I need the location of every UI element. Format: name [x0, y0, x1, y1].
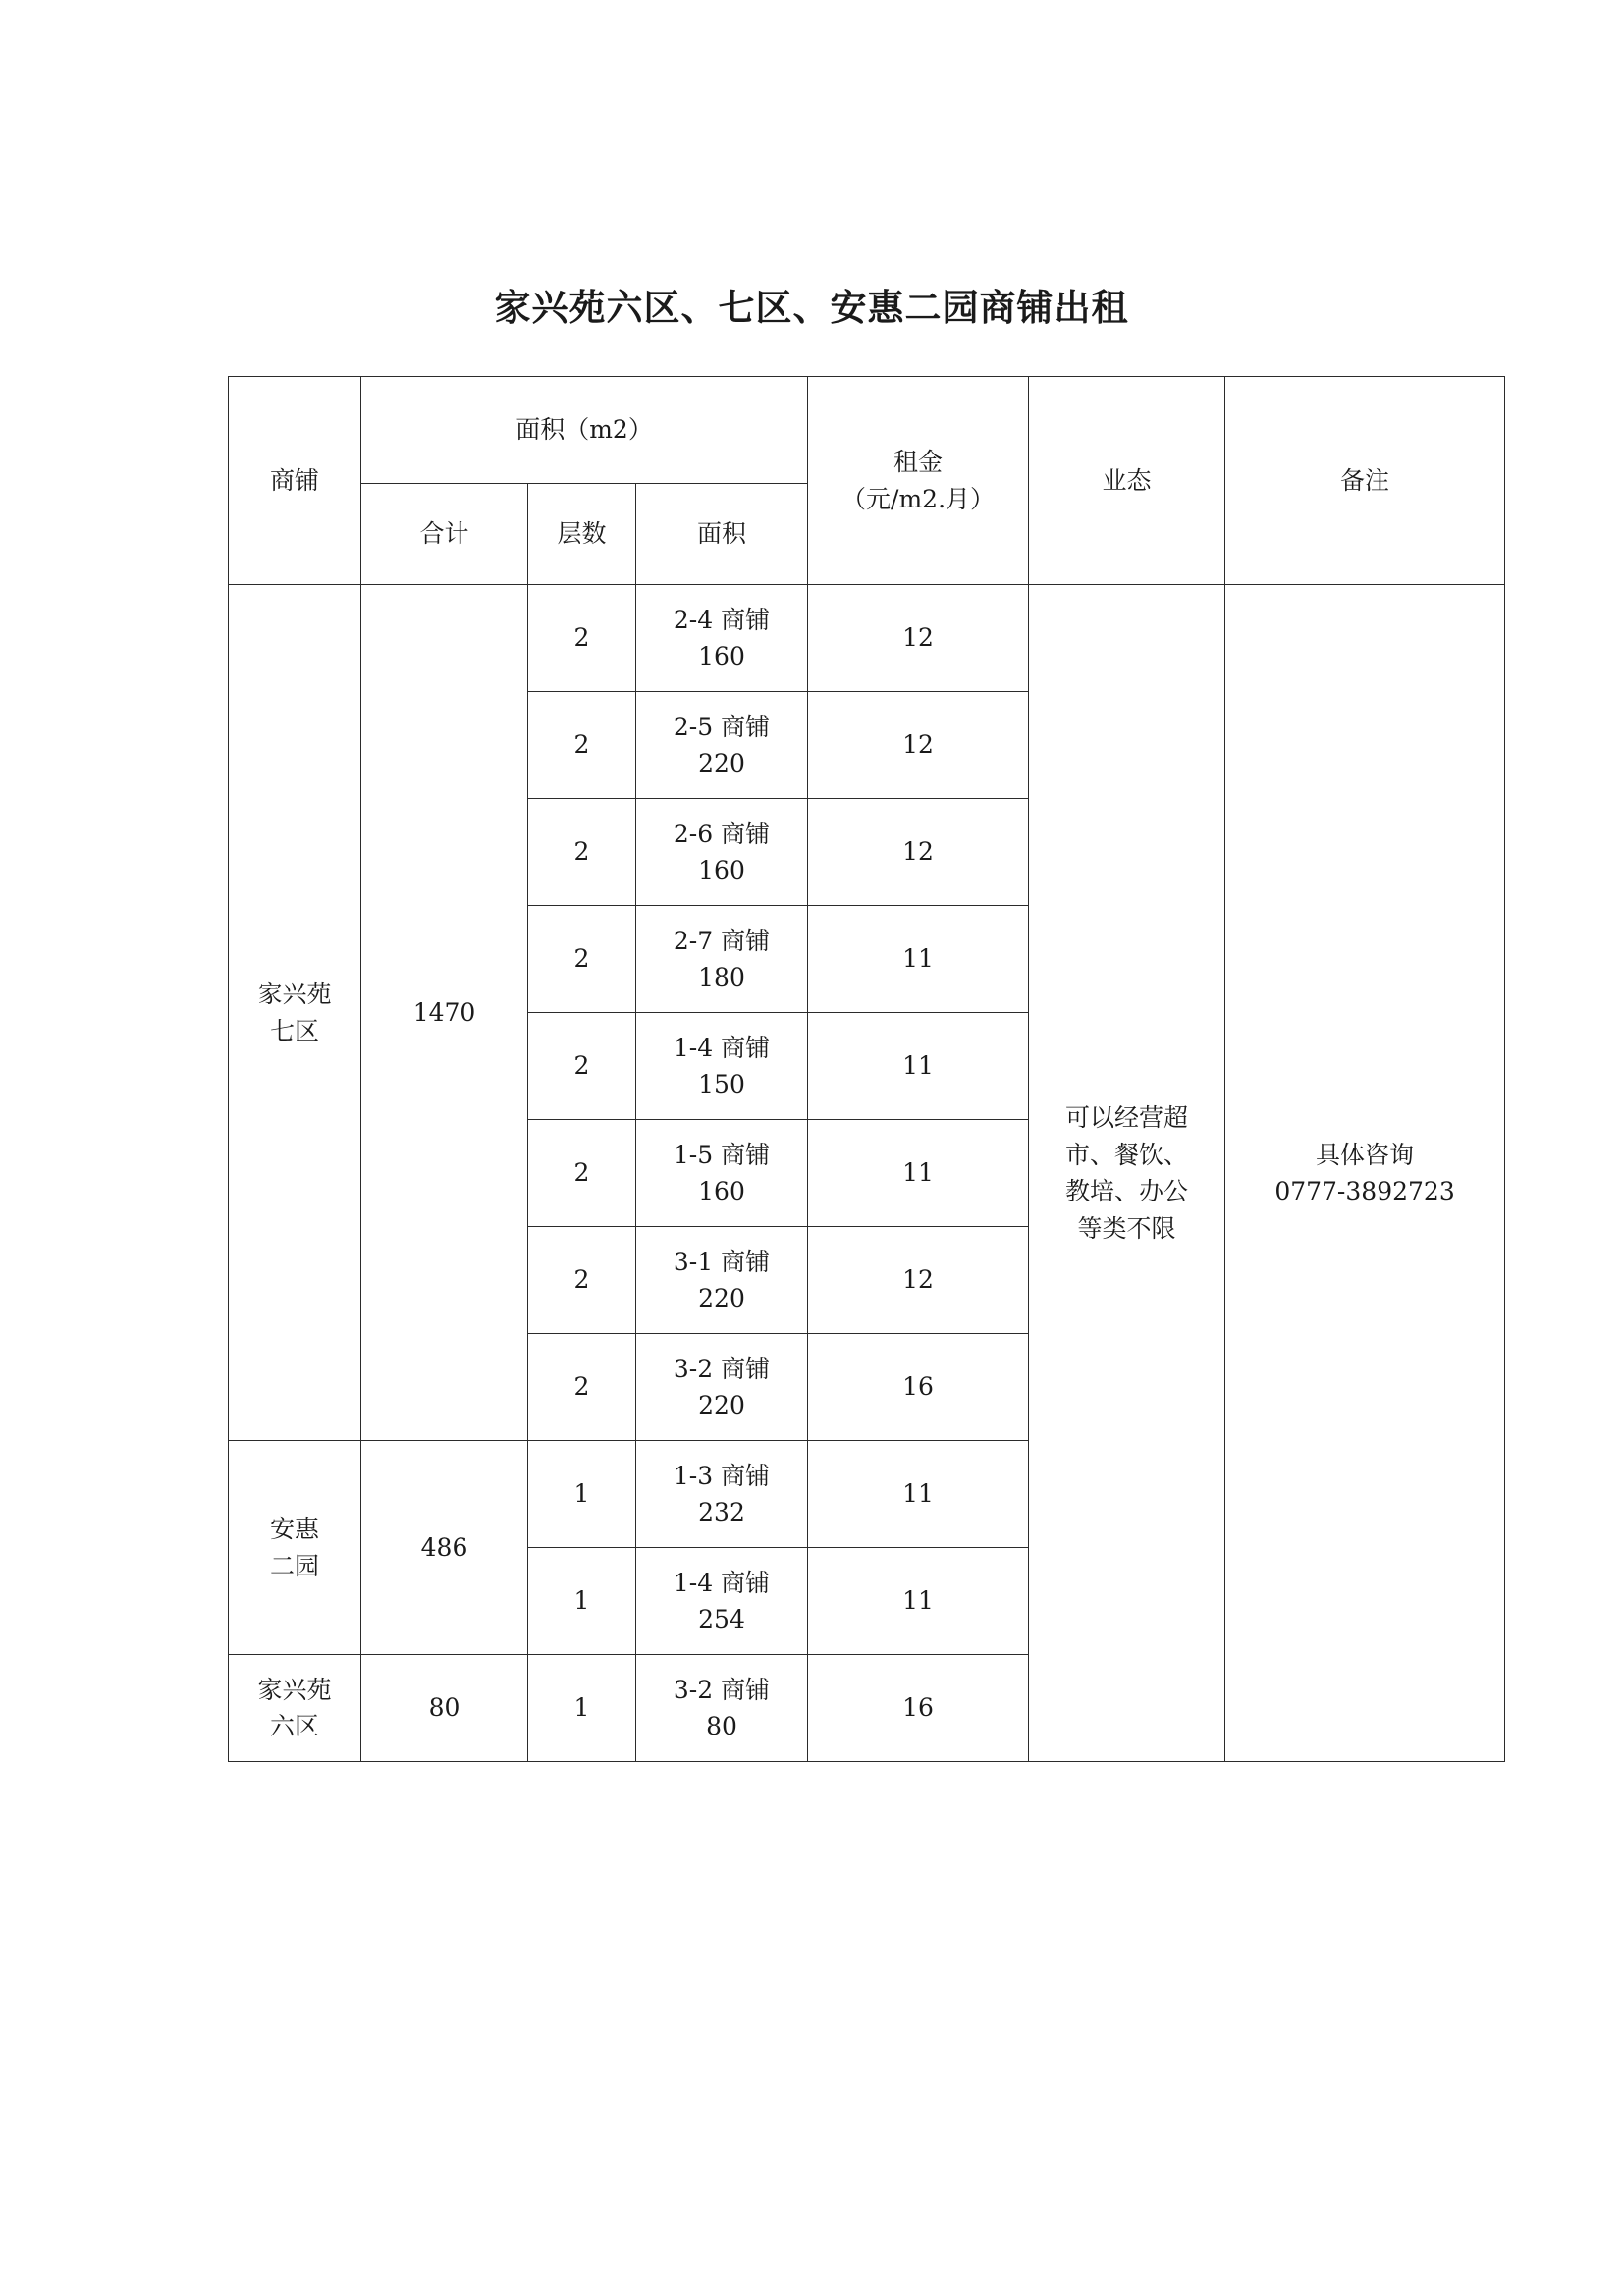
cell-area-line1: 3-2 商铺: [673, 1354, 771, 1383]
cell-area-line1: 2-4 商铺: [673, 605, 771, 634]
group-shop-name-line2: 六区: [269, 1712, 319, 1740]
cell-rent: 12: [808, 1227, 1029, 1334]
header-remark: 备注: [1225, 377, 1505, 585]
cell-area-line2: 160: [698, 1177, 745, 1205]
cell-area-line2: 160: [698, 642, 745, 670]
cell-rent: 12: [808, 692, 1029, 799]
group-shop-name: [229, 585, 361, 1441]
cell-area: [636, 1655, 808, 1762]
cell-floors: 2: [528, 1334, 636, 1441]
cell-floors: 2: [528, 1013, 636, 1120]
cell-area-line2: 220: [698, 1284, 745, 1312]
cell-floors: 2: [528, 692, 636, 799]
shop-rental-table: [228, 376, 1505, 1762]
cell-floors: 1: [528, 1548, 636, 1655]
cell-floors: 2: [528, 799, 636, 906]
cell-area-line1: 3-1 商铺: [673, 1247, 771, 1276]
cell-area: [636, 1013, 808, 1120]
shop-rental-table-container: [228, 376, 1504, 1762]
business-type-line2: 市、餐饮、: [1065, 1140, 1189, 1169]
business-type-line4: 等类不限: [1077, 1213, 1176, 1243]
group-shop-name-line1: 家兴苑: [257, 1675, 332, 1704]
cell-rent: 11: [808, 1013, 1029, 1120]
group-shop-name-line1: 家兴苑: [257, 980, 332, 1008]
header-shop: 商铺: [229, 377, 361, 585]
cell-floors: 1: [528, 1655, 636, 1762]
business-type-line1: 可以经营超: [1065, 1103, 1189, 1132]
cell-rent: 12: [808, 585, 1029, 692]
header-rent-line2: （元/m2.月）: [841, 484, 996, 513]
cell-remark: [1225, 585, 1505, 1762]
cell-floors: 2: [528, 1120, 636, 1227]
header-area-group: 面积（m2）: [361, 377, 808, 484]
cell-area-line2: 220: [698, 749, 745, 777]
cell-area-line1: 2-7 商铺: [673, 926, 771, 955]
cell-area-line2: 80: [706, 1712, 737, 1740]
cell-area-line1: 2-6 商铺: [673, 819, 771, 848]
page-title: 家兴苑六区、七区、安惠二园商铺出租: [494, 286, 1129, 329]
cell-area-line1: 2-5 商铺: [673, 712, 771, 741]
remark-line1: 具体咨询: [1316, 1140, 1415, 1169]
group-shop-name-line2: 二园: [269, 1551, 319, 1580]
header-floors: 层数: [528, 484, 636, 585]
table-row: [229, 585, 1505, 692]
cell-area: [636, 585, 808, 692]
header-rent: [808, 377, 1029, 585]
cell-rent: 16: [808, 1655, 1029, 1762]
cell-floors: 2: [528, 585, 636, 692]
cell-area: [636, 1548, 808, 1655]
cell-area-line2: 254: [698, 1605, 745, 1633]
header-total: 合计: [361, 484, 528, 585]
cell-rent: 11: [808, 906, 1029, 1013]
cell-floors: 1: [528, 1441, 636, 1548]
cell-area: [636, 906, 808, 1013]
cell-area-line2: 220: [698, 1391, 745, 1419]
group-shop-name: [229, 1655, 361, 1762]
cell-business-type: [1029, 585, 1225, 1762]
cell-area: [636, 1120, 808, 1227]
header-rent-line1: 租金: [893, 448, 944, 476]
group-total-area: 486: [361, 1441, 528, 1655]
cell-area-line1: 3-2 商铺: [673, 1675, 771, 1704]
cell-rent: 12: [808, 799, 1029, 906]
cell-rent: 11: [808, 1441, 1029, 1548]
group-shop-name-line2: 七区: [269, 1016, 319, 1045]
business-type-line3: 教培、办公: [1065, 1177, 1189, 1205]
cell-area-line1: 1-5 商铺: [673, 1140, 771, 1169]
cell-area: [636, 799, 808, 906]
remark-line2: 0777-3892723: [1274, 1177, 1455, 1205]
group-shop-name: [229, 1441, 361, 1655]
cell-area-line2: 150: [698, 1070, 745, 1098]
cell-rent: 11: [808, 1548, 1029, 1655]
cell-floors: 2: [528, 906, 636, 1013]
cell-area: [636, 1441, 808, 1548]
cell-area: [636, 1227, 808, 1334]
cell-rent: 16: [808, 1334, 1029, 1441]
cell-area: [636, 692, 808, 799]
cell-area-line2: 160: [698, 856, 745, 884]
cell-rent: 11: [808, 1120, 1029, 1227]
group-total-area: 1470: [361, 585, 528, 1441]
group-total-area: 80: [361, 1655, 528, 1762]
cell-area-line1: 1-3 商铺: [673, 1461, 771, 1490]
cell-area-line1: 1-4 商铺: [673, 1568, 771, 1597]
header-business-type: 业态: [1029, 377, 1225, 585]
header-area: 面积: [636, 484, 808, 585]
cell-area: [636, 1334, 808, 1441]
cell-area-line2: 232: [698, 1498, 745, 1526]
cell-area-line2: 180: [698, 963, 745, 991]
cell-floors: 2: [528, 1227, 636, 1334]
cell-area-line1: 1-4 商铺: [673, 1033, 771, 1062]
group-shop-name-line1: 安惠: [269, 1515, 319, 1543]
table-header-row-1: [229, 377, 1505, 484]
